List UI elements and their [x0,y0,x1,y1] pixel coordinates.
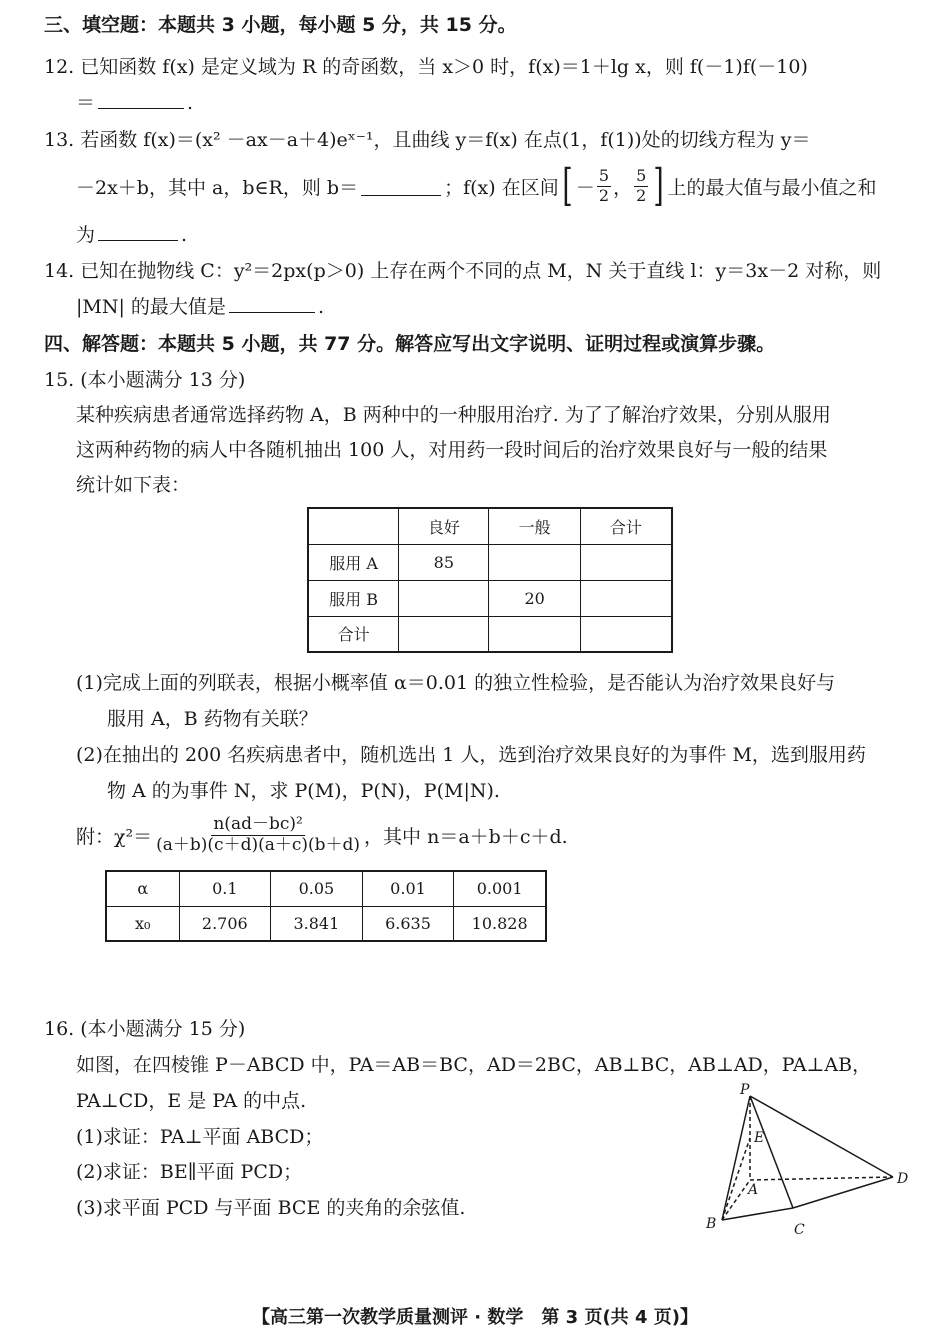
q15-part1-line2: 服用 A，B 药物有关联？ [107,708,318,730]
table-cell: 合计 [308,616,399,652]
q13-wei: 为 [76,224,96,246]
q16-para1: 如图，在四棱锥 P－ABCD 中，PA＝AB＝BC，AD＝2BC，AB⊥BC，AB⊥AD，PA⊥AB， [76,1054,872,1076]
table-row [308,544,672,580]
right-bracket: ] [653,160,665,211]
appendix-suffix: ，其中 n＝a＋b＋c＋d. [364,825,568,848]
table-header-cell: 一般 [489,508,580,544]
q16-part1: (1)求证：PA⊥平面 ABCD； [76,1126,324,1148]
table-header-cell: 合计 [580,508,672,544]
q16-part3: (3)求平面 PCD 与平面 BCE 的夹角的余弦值. [76,1197,466,1219]
q13-line1: 13. 若函数 f(x)＝(x² －ax－a＋4)eˣ⁻¹，且曲线 y＝f(x) 在点(1，f(1))处的切线方程为 y＝ [44,129,811,151]
edge-BC [722,1208,793,1220]
interval-minus: － [575,176,595,199]
q13-interval-text: ；f(x) 在区间 [444,176,559,199]
page-footer: 【高三第一次教学质量测评 · 数学 第 3 页(共 4 页)】 [252,1307,698,1328]
table-row [106,871,546,906]
table-cell [489,616,580,652]
label-E: E [754,1130,765,1146]
table-cell: 0.05 [271,871,363,906]
chi-square-formula [76,812,568,858]
table-cell [399,616,489,652]
q13-b-blank [361,176,441,196]
edge-PD [750,1096,893,1177]
q13-b-text: －2x＋b，其中 a，b∈R，则 b＝ [76,176,359,199]
edge-PB [722,1096,750,1220]
q15-part2-line2: 物 A 的为事件 N，求 P(M)，P(N)，P(M|N). [107,780,500,802]
q16-title: 16. (本小题满分 15 分) [44,1018,246,1040]
table-cell [580,544,672,580]
table-cell [399,580,489,616]
q12-period: . [187,92,194,114]
label-A: A [748,1182,759,1198]
q13-period: . [181,224,188,246]
q16-para2: PA⊥CD，E 是 PA 的中点. [76,1090,307,1112]
q12-eq-sign: ＝ [76,92,96,114]
edge-CD [793,1177,893,1208]
q12-line2 [76,88,193,115]
edge-BE-hidden [722,1138,750,1220]
table-cell: 3.841 [271,906,363,941]
table-row [308,580,672,616]
table-cell: 6.635 [362,906,454,941]
label-B: B [706,1216,717,1232]
table-row [308,616,672,652]
q16-part2: (2)求证：BE∥平面 PCD； [76,1161,303,1183]
table-cell: 2.706 [179,906,271,941]
q14-period: . [317,296,324,318]
interval-comma: ， [613,176,633,199]
q13-maxmin-text: 上的最大值与最小值之和 [667,176,877,199]
q14-answer-blank [229,293,315,313]
table-cell [489,544,580,580]
table-cell [580,580,672,616]
appendix-label: 附：χ²＝ [76,825,153,848]
q13-line2 [76,160,876,212]
fraction-left: $\frac{5}{2}$ [598,166,610,205]
section3-heading: 三、填空题：本题共 3 小题，每小题 5 分，共 15 分。 [44,14,517,36]
chi-square-fraction: $\frac{\text{n(ad－bc)²}}{(a+b)(c+d)(a+c)(b+d)}$ [156,813,361,855]
contingency-table [307,507,673,653]
table-cell: α [106,871,179,906]
table-cell: 0.001 [454,871,546,906]
q13-line3 [76,220,187,247]
q14-line1: 14. 已知在抛物线 C：y²＝2px(p＞0) 上存在两个不同的点 M，N 关于直线 l：y＝3x－2 对称，则 [44,260,882,282]
table-cell: 服用 A [308,544,399,580]
table-header-cell: 良好 [399,508,489,544]
left-bracket: [ [562,160,573,211]
table-cell: 0.1 [179,871,271,906]
table-cell: 20 [489,580,580,616]
q15-para1: 某种疾病患者通常选择药物 A，B 两种中的一种服用治疗. 为了了解治疗效果，分别从服用 [76,404,831,426]
table-cell [580,616,672,652]
edge-AD-hidden [750,1177,893,1180]
table-cell: 10.828 [454,906,546,941]
q14-mn-text: |MN| 的最大值是 [76,296,226,318]
table-cell: x₀ [106,906,179,941]
label-D: D [897,1171,909,1187]
fraction-right: $\frac{5}{2}$ [636,166,647,205]
pyramid-figure [700,1080,915,1240]
q12-answer-blank [98,89,184,109]
q15-part1-line1: (1)完成上面的列联表，根据小概率值 α＝0.01 的独立性检验，是否能认为治疗效果良好与 [76,672,836,694]
q15-title: 15. (本小题满分 13 分) [44,369,246,391]
critical-value-table [105,870,547,942]
table-cell: 0.01 [362,871,454,906]
table-cell: 服用 B [308,580,399,616]
table-header-cell [308,508,399,544]
q13-sum-blank [98,221,178,241]
q14-line2 [76,292,324,319]
q12-line1: 12. 已知函数 f(x) 是定义域为 R 的奇函数，当 x＞0 时，f(x)＝1＋lg x，则 f(－1)f(－10) [44,56,808,78]
q15-para3: 统计如下表： [76,474,191,496]
table-header-row [308,508,672,544]
section4-heading: 四、解答题：本题共 5 小题，共 77 分。解答应写出文字说明、证明过程或演算步骤。 [44,333,776,355]
q15-part2-line1: (2)在抽出的 200 名疾病患者中，随机选出 1 人，选到治疗效果良好的为事件 M，选到服用药 [76,744,866,766]
label-C: C [794,1222,805,1238]
table-row [106,906,546,941]
label-P: P [740,1082,750,1098]
table-cell: 85 [399,544,489,580]
q15-para2: 这两种药物的病人中各随机抽出 100 人，对用药一段时间后的治疗效果良好与一般的结果 [76,439,828,461]
